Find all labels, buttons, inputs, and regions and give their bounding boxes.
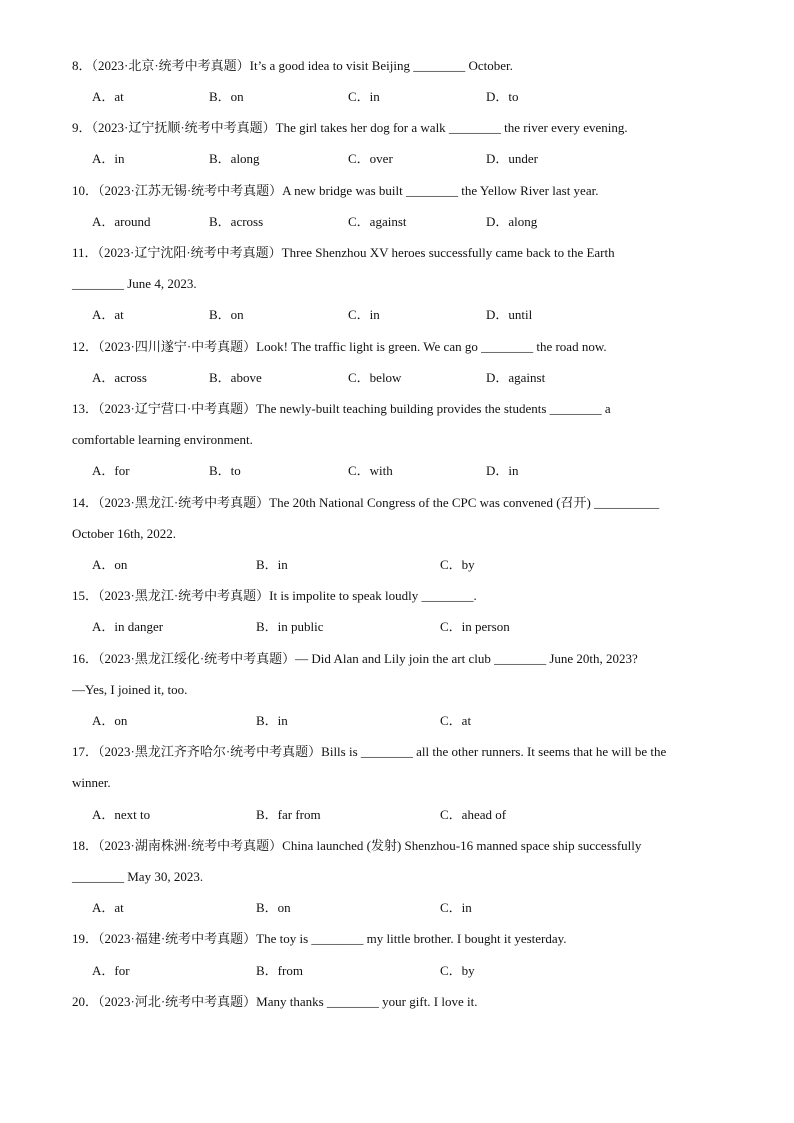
question-18: 18．（2023·湖南株洲·统考中考真题）China launched (发射) Shenzhou-16 manned space ship successfully	[72, 838, 642, 853]
option-a[interactable]: A．in danger	[92, 619, 164, 634]
question-20: 20．（2023·河北·统考中考真题）Many thanks ________ your gift. I love it.	[72, 994, 478, 1009]
option-b[interactable]: B．from	[256, 963, 303, 978]
option-b[interactable]: B．on	[209, 89, 244, 104]
question-16-continuation: —Yes, I joined it, too.	[72, 682, 188, 697]
option-d[interactable]: D．against	[486, 370, 546, 385]
option-c[interactable]: C．in person	[440, 619, 510, 634]
option-d[interactable]: D．under	[486, 151, 538, 166]
option-b[interactable]: B．above	[209, 370, 262, 385]
question-19: 19．（2023·福建·统考中考真题）The toy is ________ my little brother. I bought it yesterday.	[72, 931, 567, 946]
option-c[interactable]: C．against	[348, 214, 407, 229]
option-a[interactable]: A．in	[92, 151, 125, 166]
question-16: 16．（2023·黑龙江绥化·统考中考真题）— Did Alan and Lily join the art club ________ June 20th, 2023?	[72, 651, 638, 666]
option-c[interactable]: C．with	[348, 463, 393, 478]
option-c[interactable]: C．in	[440, 900, 472, 915]
option-a[interactable]: A．at	[92, 307, 124, 322]
question-19-options	[92, 963, 732, 979]
question-11-continuation: ________ June 4, 2023.	[72, 276, 197, 291]
option-a[interactable]: A．around	[92, 214, 151, 229]
question-15: 15．（2023·黑龙江·统考中考真题）It is impolite to speak loudly ________.	[72, 588, 477, 603]
option-a[interactable]: A．at	[92, 900, 124, 915]
option-b[interactable]: B．across	[209, 214, 264, 229]
option-a[interactable]: A．at	[92, 89, 124, 104]
option-d[interactable]: D．to	[486, 89, 519, 104]
question-18-options	[92, 900, 732, 916]
option-c[interactable]: C．below	[348, 370, 402, 385]
question-13-options	[92, 463, 732, 479]
option-b[interactable]: B．in	[256, 713, 288, 728]
question-16-options	[92, 713, 732, 729]
option-c[interactable]: C．at	[440, 713, 472, 728]
option-c[interactable]: C．over	[348, 151, 393, 166]
option-b[interactable]: B．along	[209, 151, 260, 166]
question-8-options	[92, 89, 732, 105]
option-b[interactable]: B．to	[209, 463, 241, 478]
option-b[interactable]: B．on	[209, 307, 244, 322]
option-c[interactable]: C．by	[440, 963, 475, 978]
option-c[interactable]: C．by	[440, 557, 475, 572]
question-11-options	[92, 307, 732, 323]
question-9-options	[92, 151, 732, 167]
question-17: 17．（2023·黑龙江齐齐哈尔·统考中考真题）Bills is ________ all the other runners. It seems that he will be the	[72, 744, 667, 759]
option-b[interactable]: B．in	[256, 557, 288, 572]
option-b[interactable]: B．far from	[256, 807, 321, 822]
question-13: 13．（2023·辽宁营口·中考真题）The newly-built teaching building provides the students ________ a	[72, 401, 611, 416]
question-9: 9．（2023·辽宁抚顺·统考中考真题）The girl takes her dog for a walk ________ the river every evening.	[72, 120, 628, 135]
question-14: 14．（2023·黑龙江·统考中考真题）The 20th National Congress of the CPC was convened (召开) __________	[72, 495, 660, 510]
option-d[interactable]: D．along	[486, 214, 538, 229]
option-a[interactable]: A．across	[92, 370, 147, 385]
option-a[interactable]: A．on	[92, 557, 128, 572]
question-17-continuation: winner.	[72, 775, 111, 790]
option-a[interactable]: A．for	[92, 963, 130, 978]
option-c[interactable]: C．in	[348, 89, 380, 104]
option-b[interactable]: B．in public	[256, 619, 324, 634]
option-a[interactable]: A．on	[92, 713, 128, 728]
option-c[interactable]: C．in	[348, 307, 380, 322]
question-18-continuation: ________ May 30, 2023.	[72, 869, 204, 884]
question-10-options	[92, 214, 732, 230]
question-14-continuation: October 16th, 2022.	[72, 526, 176, 541]
option-b[interactable]: B．on	[256, 900, 291, 915]
question-14-options	[92, 557, 732, 573]
option-d[interactable]: D．until	[486, 307, 533, 322]
question-15-options	[92, 619, 732, 635]
option-a[interactable]: A．next to	[92, 807, 151, 822]
question-13-continuation: comfortable learning environment.	[72, 432, 253, 447]
question-8: 8．（2023·北京·统考中考真题）It’s a good idea to visit Beijing ________ October.	[72, 58, 513, 73]
option-a[interactable]: A．for	[92, 463, 130, 478]
question-12: 12．（2023·四川遂宁·中考真题）Look! The traffic light is green. We can go ________ the road now.	[72, 339, 607, 354]
option-c[interactable]: C．ahead of	[440, 807, 507, 822]
question-17-options	[92, 807, 732, 823]
question-10: 10．（2023·江苏无锡·统考中考真题）A new bridge was built ________ the Yellow River last year.	[72, 183, 599, 198]
option-d[interactable]: D．in	[486, 463, 519, 478]
question-11: 11．（2023·辽宁沈阳·统考中考真题）Three Shenzhou XV heroes successfully came back to the Earth	[72, 245, 615, 260]
question-12-options	[92, 370, 732, 386]
